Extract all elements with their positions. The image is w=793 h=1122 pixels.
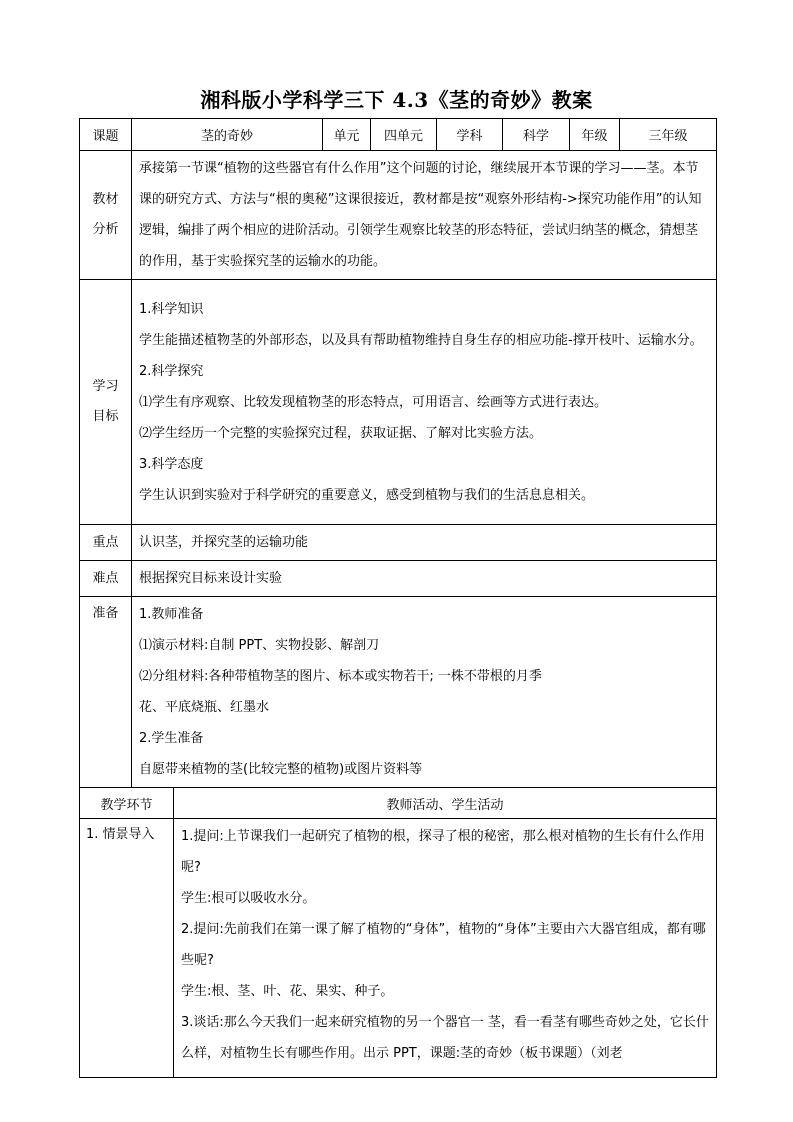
lesson-plan-table [79, 118, 717, 1078]
stage-header: 教学环节 [80, 788, 174, 819]
subject-value: 科学 [503, 119, 570, 151]
topic-value: 茎的奇妙 [132, 119, 323, 151]
stage1-content [174, 819, 717, 1078]
process-header-row [80, 788, 717, 819]
topic-label: 课题 [80, 119, 132, 151]
goals-line: 1.科学知识 [139, 301, 204, 317]
analysis-text [132, 151, 717, 280]
prep-line: 自愿带来植物的茎(比较完整的植物)或图片资料等 [139, 762, 423, 777]
stage1-line: 2.提问:先前我们在第一课了解了植物的“身体”，植物的“身体”主要由六大器官组成，都有哪些呢? [181, 922, 706, 968]
goals-line: 学生能描述植物茎的外部形态，以及具有帮助植物维持自身生存的相应功能-撑开枝叶、运输水分。 [139, 332, 703, 348]
stage1-line: 3.谈话:那么今天我们一起来研究植物的另一个器官一 茎，看一看茎有哪些奇妙之处，它长什么样，对植物生长有哪些作用。出示 PPT，课题:茎的奇妙（板书课题）（刘老 [181, 1015, 709, 1061]
prep-label: 准备 [80, 597, 132, 788]
document-title: 湘科版小学科学三下 4.3《茎的奇妙》教案 [200, 88, 593, 112]
stage1-label: 1. 情景导入 [80, 819, 174, 1078]
goals-line: 2.科学探究 [139, 363, 204, 379]
prep-line: ⑴演示材料:自制 PPT、实物投影、解剖刀 [139, 638, 380, 653]
prep-line: 花、平底烧瓶、红墨水 [139, 700, 270, 715]
difficulty-label: 难点 [80, 561, 132, 597]
analysis-row [80, 151, 717, 280]
prep-line: ⑵分组材料:各种带植物茎的图片、标本或实物若干; 一株不带根的月季 [139, 669, 542, 684]
stage1-row [80, 819, 717, 1078]
key-point-row [80, 525, 717, 561]
difficulty-row [80, 561, 717, 597]
prep-line: 1.教师准备 [139, 607, 204, 622]
unit-label: 单元 [323, 119, 371, 151]
goals-label-1: 学习 [92, 379, 119, 394]
goals-content [132, 280, 717, 525]
stage1-line: 学生:根、茎、叶、花、果实、种子。 [181, 984, 394, 999]
goals-line: ⑵学生经历一个完整的实验探究过程，获取证据、了解对比实验方法。 [139, 425, 543, 441]
analysis-label-2: 分析 [92, 222, 119, 237]
prep-row [80, 597, 717, 788]
goals-row [80, 280, 717, 525]
activity-header: 教师活动、学生活动 [174, 788, 717, 819]
analysis-paragraph: 承接第一节课“植物的这些器官有什么作用”这个问题的讨论，继续展开本节课的学习——茎。本节课的研究方式、方法与“根的奥秘”这课很接近，教材都是按“观察外形结构->探究功能作用”的认知逻辑，编排了两个相应的进阶活动。引领学生观察比较茎的形态特征，尝试归纳茎的概念，猜想茎的作用，基于实验探究茎的运输水的功能。 [139, 161, 702, 269]
difficulty-text: 根据探究目标来设计实验 [132, 561, 717, 597]
prep-line: 2.学生准备 [139, 731, 204, 746]
grade-label: 年级 [570, 119, 620, 151]
goals-line: ⑴学生有序观察、比较发现植物茎的形态特点，可用语言、绘画等方式进行表达。 [139, 394, 608, 410]
stage1-line: 1.提问:上节课我们一起研究了植物的根，探寻了根的秘密，那么根对植物的生长有什么作用呢? [181, 829, 705, 875]
analysis-label-1: 教材 [92, 192, 119, 207]
stage1-line: 学生:根可以吸收水分。 [181, 891, 316, 906]
subject-label: 学科 [437, 119, 503, 151]
goals-line: 学生认识到实验对于科学研究的重要意义，感受到植物与我们的生活息息相关。 [139, 487, 595, 503]
key-point-label: 重点 [80, 525, 132, 561]
key-point-text: 认识茎，并探究茎的运输功能 [132, 525, 717, 561]
goals-label-2: 目标 [92, 409, 119, 424]
header-row [80, 119, 717, 151]
goals-line: 3.科学态度 [139, 456, 204, 472]
unit-value: 四单元 [371, 119, 437, 151]
grade-value: 三年级 [620, 119, 717, 151]
prep-content [132, 597, 717, 788]
